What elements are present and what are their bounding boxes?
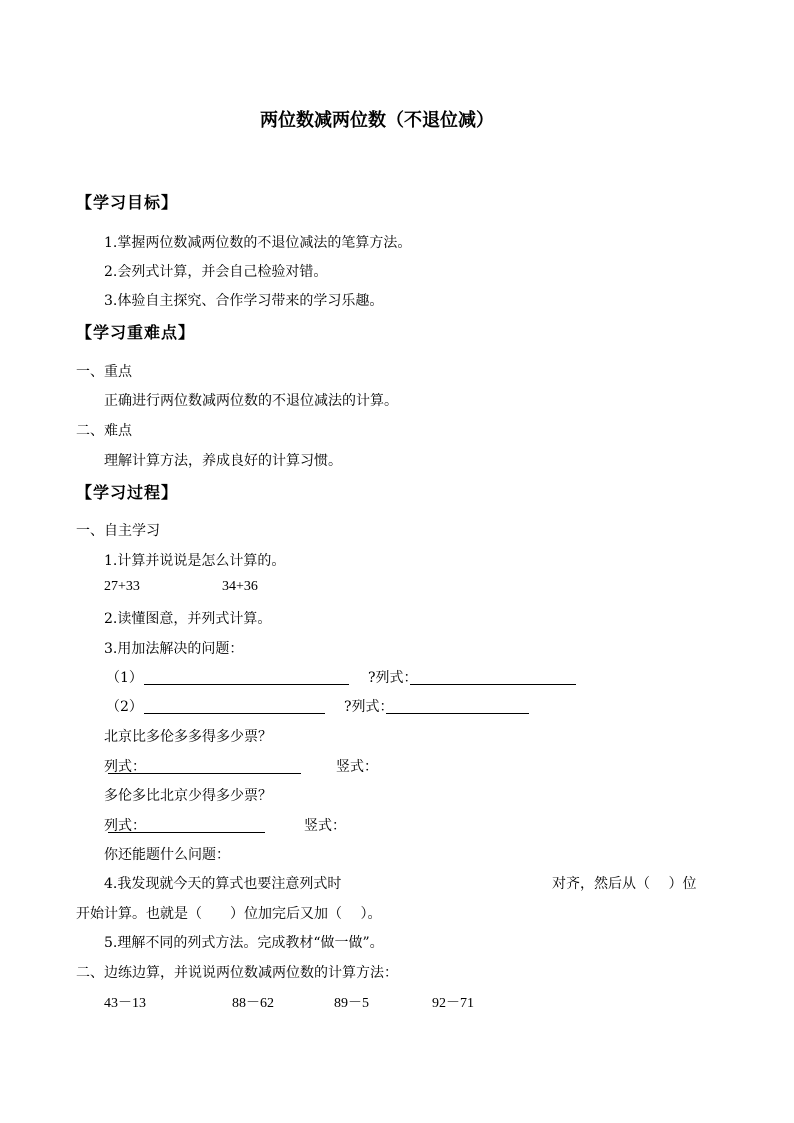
q1-expression-1: 27+33 [104, 579, 140, 594]
formula-blank-2[interactable] [108, 832, 265, 833]
question-4-part-1: 4.我发现就今天的算式也要注意列式时 [104, 876, 342, 892]
problem-2-formula-blank[interactable] [386, 713, 529, 714]
problem-1-formula-blank[interactable] [410, 684, 576, 685]
practice-expression-4: 92－71 [432, 996, 474, 1011]
difficulty-label: 二、难点 [76, 423, 132, 439]
vertical-label-1: 竖式： [336, 759, 378, 775]
ask-question: 你还能题什么问题： [104, 847, 230, 863]
question-1: 1.计算并说说是怎么计算的。 [104, 553, 286, 569]
problem-1-label: （1） [106, 670, 143, 686]
duolun-question: 多伦多比北京少得多少票？ [104, 788, 272, 804]
problem-2-label: （2） [106, 699, 143, 715]
q1-expression-2: 34+36 [222, 579, 258, 594]
objectives-heading: 【学习目标】 [76, 193, 179, 212]
problem-1-formula-label: ?列式： [368, 670, 418, 686]
question-4-part-3: 开始计算。也就是（ ）位加完后又加（ ）。 [76, 906, 382, 922]
problem-1-blank[interactable] [144, 684, 349, 685]
formula-label-1: 列式： [104, 759, 146, 775]
key-label: 一、重点 [76, 364, 132, 380]
practice-expression-1: 43－13 [104, 996, 146, 1011]
problem-2-blank[interactable] [144, 713, 325, 714]
difficulty-text: 理解计算方法，养成良好的计算习惯。 [104, 453, 342, 469]
objective-item-3: 3.体验自主探究、合作学习带来的学习乐趣。 [104, 293, 384, 309]
beijing-question: 北京比多伦多多得多少票？ [104, 729, 272, 745]
objective-item-1: 1.掌握两位数减两位数的不退位减法的笔算方法。 [104, 235, 412, 251]
practice-expression-2: 88－62 [232, 996, 274, 1011]
problem-2-formula-label: ?列式： [344, 699, 394, 715]
question-4-part-2: 对齐，然后从（ ）位 [552, 876, 697, 892]
process-heading: 【学习过程】 [76, 483, 179, 502]
objective-item-2: 2.会列式计算，并会自己检验对错。 [104, 264, 328, 280]
formula-blank-1[interactable] [108, 773, 301, 774]
question-2: 2.读懂图意，并列式计算。 [104, 611, 272, 627]
key-text: 正确进行两位数减两位数的不退位减法的计算。 [104, 393, 398, 409]
page-title: 两位数减两位数（不退位减） [260, 110, 494, 131]
question-3: 3.用加法解决的问题： [104, 641, 244, 657]
practice-label: 二、边练边算，并说说两位数减两位数的计算方法： [76, 965, 398, 981]
self-study-label: 一、自主学习 [76, 523, 160, 539]
formula-label-2: 列式： [104, 818, 146, 834]
practice-expression-3: 89－5 [334, 996, 369, 1011]
keypoints-heading: 【学习重难点】 [76, 323, 196, 342]
question-5: 5.理解不同的列式方法。完成教材“做一做”。 [104, 935, 384, 951]
vertical-label-2: 竖式： [304, 818, 346, 834]
